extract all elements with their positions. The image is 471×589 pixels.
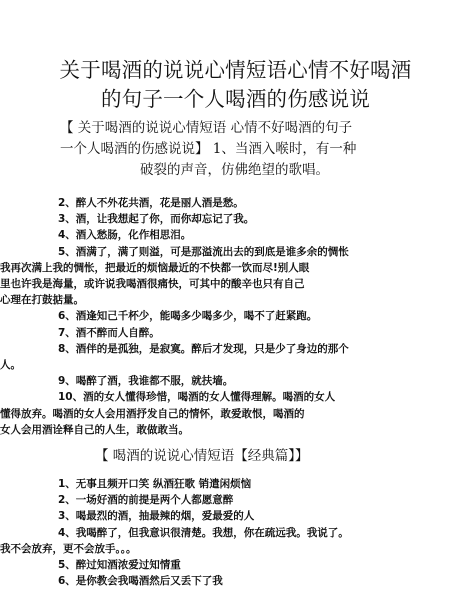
title-line-1: 关于喝酒的说说心情短语心情不好喝酒 [59, 58, 412, 82]
list-item-continued: 里也许我是海量，或许说我喝酒很痛快，可其中的酸辛也只有自己 [0, 278, 305, 291]
list-item: 4、酒入愁肠，化作相思泪。 [58, 229, 192, 242]
list-item: 5、酒满了，满了则溢，可是那溢流出去的到底是谁多余的惆怅 [58, 245, 349, 258]
list-item-continued: 人。 [0, 359, 21, 372]
list-item: 7、酒不醉而人自醉。 [58, 326, 160, 339]
list-item-continued: 懂得放弃。喝酒的女人会用酒抒发自己的情怀，敢爱敢恨，喝酒的 [0, 407, 305, 420]
title-line-2: 的句子一个人喝酒的伤感说说 [100, 87, 371, 111]
list-item: 6、是你教会我喝酒然后又丢下了我 [58, 575, 223, 588]
list-item: 2、一场好酒的前提是两个人都愿意醉 [58, 494, 234, 507]
intro-line-2: 一个人喝酒的伤感说说】 1、当酒入喉时，有一种 [60, 141, 357, 157]
intro-line-3: 破裂的声音，仿佛绝望的歌唱。 [140, 162, 329, 178]
list-item: 9、喝醉了酒，我谁都不服，就扶墙。 [58, 375, 234, 388]
document-title [0, 0, 471, 114]
list-item: 4、我喝醉了，但我意识很清楚。我想，你在疏远我。我说了。 [58, 526, 349, 539]
list-item: 10、酒的女人懂得珍惜，喝酒的女人懂得理解。喝酒的女人 [58, 391, 336, 404]
list-item-continued: 我不会放弃，更不会放手。。。 [0, 542, 137, 555]
list-item-continued: 女人会用酒诠释自己的人生，敢做敢当。 [0, 423, 189, 436]
list-item-continued: 心理在打鼓掂量。 [0, 294, 84, 307]
list-item: 5、醉过知酒浓爱过知情重 [58, 559, 181, 572]
list-item: 8、酒伴的是孤独，是寂寞。醉后才发现，只是少了身边的那个 [58, 342, 349, 355]
list-item-continued: 我再次满上我的惆怅，把最近的烦恼最近的不快都一饮而尽!别人眼 [0, 261, 310, 274]
list-item: 3、喝最烈的酒，抽最辣的烟，爱最爱的人 [58, 510, 255, 523]
list-item: 6、酒逢知己千杯少，能喝多少喝多少，喝不了赶紧跑。 [58, 310, 318, 323]
intro-paragraph [0, 114, 471, 181]
list-item: 1、无事且频开口笑 纵酒狂歌 销遣闲烦恼 [58, 478, 252, 491]
quote-list-1 [0, 195, 471, 438]
section-heading: 【 喝酒的说说心情短语【经典篇】】 [95, 448, 309, 465]
list-item: 2、醉人不外花共酒，花是丽人酒是愁。 [58, 197, 244, 209]
list-item: 3、酒，让我想起了你，而你却忘记了我。 [58, 213, 255, 226]
intro-line-1: 【 关于喝酒的说说心情短语 心情不好喝酒的句子 [60, 120, 353, 136]
